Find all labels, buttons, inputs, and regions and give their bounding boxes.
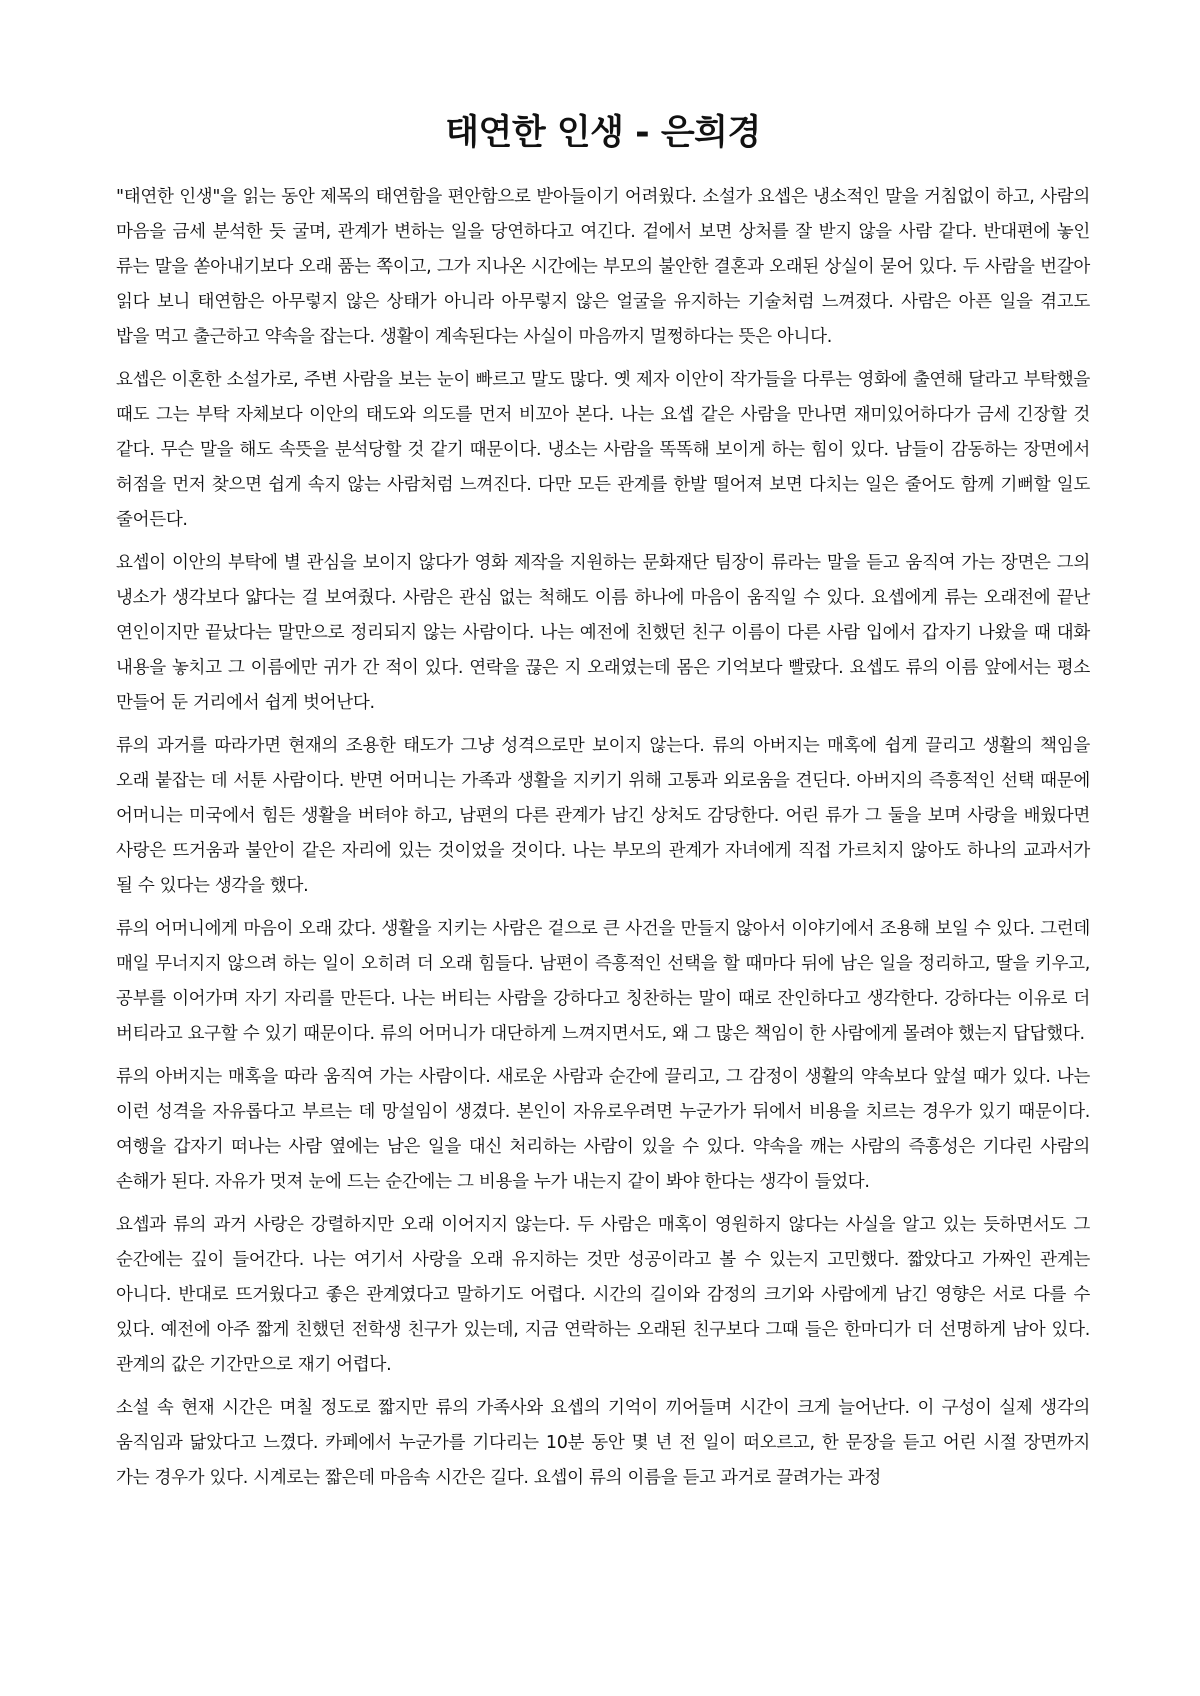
- paragraph: 류의 어머니에게 마음이 오래 갔다. 생활을 지키는 사람은 겉으로 큰 사건을 만들지 않아서 이야기에서 조용해 보일 수 있다. 그런데 매일 무너지지 않으려 하는 일이 오히려 더 오래 힘들다. 남편이 즉흥적인 선택을 할 때마다 뒤에 남은 일을 정리하고, 딸을 키우고, 공부를 이어가며 자기 자리를 만든다. 나는 버티는 사람을 강하다고 칭찬하는 말이 때로 잔인하다고 생각한다. 강하다는 이유로 더 버티라고 요구할 수 있기 때문이다. 류의 어머니가 대단하게 느껴지면서도, 왜 그 많은 책임이 한 사람에게 몰려야 했는지 답답했다.: [116, 919, 1090, 1044]
- paragraph: 요셉이 이안의 부탁에 별 관심을 보이지 않다가 영화 제작을 지원하는 문화재단 팀장이 류라는 말을 듣고 움직여 가는 장면은 그의 냉소가 생각보다 얇다는 걸 보여줬다. 사람은 관심 없는 척해도 이름 하나에 마음이 움직일 수 있다. 요셉에게 류는 오래전에 끝난 연인이지만 끝났다는 말만으로 정리되지 않는 사람이다. 나는 예전에 친했던 친구 이름이 다른 사람 입에서 갑자기 나왔을 때 대화 내용을 놓치고 그 이름에만 귀가 간 적이 있다. 연락을 끊은 지 오래였는데 몸은 기억보다 빨랐다. 요셉도 류의 이름 앞에서는 평소 만들어 둔 거리에서 쉽게 벗어난다.: [116, 553, 1090, 713]
- paragraph: 요셉은 이혼한 소설가로, 주변 사람을 보는 눈이 빠르고 말도 많다. 옛 제자 이안이 작가들을 다루는 영화에 출연해 달라고 부탁했을 때도 그는 부탁 자체보다 이안의 태도와 의도를 먼저 비꼬아 본다. 나는 요셉 같은 사람을 만나면 재미있어하다가 금세 긴장할 것 같다. 무슨 말을 해도 속뜻을 분석당할 것 같기 때문이다. 냉소는 사람을 똑똑해 보이게 하는 힘이 있다. 남들이 감동하는 장면에서 허점을 먼저 찾으면 쉽게 속지 않는 사람처럼 느껴진다. 다만 모든 관계를 한발 떨어져 보면 다치는 일은 줄어도 함께 기뻐할 일도 줄어든다.: [116, 370, 1090, 530]
- paragraph: 류의 아버지는 매혹을 따라 움직여 가는 사람이다. 새로운 사람과 순간에 끌리고, 그 감정이 생활의 약속보다 앞설 때가 있다. 나는 이런 성격을 자유롭다고 부르는 데 망설임이 생겼다. 본인이 자유로우려면 누군가가 뒤에서 비용을 치르는 경우가 있기 때문이다. 여행을 갑자기 떠나는 사람 옆에는 남은 일을 대신 처리하는 사람이 있을 수 있다. 약속을 깨는 사람의 즉흥성은 기다린 사람의 손해가 된다. 자유가 멋져 눈에 드는 순간에는 그 비용을 누가 내는지 같이 봐야 한다는 생각이 들었다.: [116, 1067, 1090, 1192]
- paragraph: 요셉과 류의 과거 사랑은 강렬하지만 오래 이어지지 않는다. 두 사람은 매혹이 영원하지 않다는 사실을 알고 있는 듯하면서도 그 순간에는 깊이 들어간다. 나는 여기서 사랑을 오래 유지하는 것만 성공이라고 볼 수 있는지 고민했다. 짧았다고 가짜인 관계는 아니다. 반대로 뜨거웠다고 좋은 관계였다고 말하기도 어렵다. 시간의 길이와 감정의 크기와 사람에게 남긴 영향은 서로 다를 수 있다. 예전에 아주 짧게 친했던 전학생 친구가 있는데, 지금 연락하는 오래된 친구보다 그때 들은 한마디가 더 선명하게 남아 있다. 관계의 값은 기간만으로 재기 어렵다.: [116, 1215, 1090, 1375]
- paragraph: 소설 속 현재 시간은 며칠 정도로 짧지만 류의 가족사와 요셉의 기억이 끼어들며 시간이 크게 늘어난다. 이 구성이 실제 생각의 움직임과 닮았다고 느꼈다. 카페에서 누군가를 기다리는 10분 동안 몇 년 전 일이 떠오르고, 한 문장을 듣고 어린 시절 장면까지 가는 경우가 있다. 시계로는 짧은데 마음속 시간은 길다. 요셉이 류의 이름을 듣고 과거로 끌려가는 과정: [116, 1398, 1090, 1488]
- paragraph: "태연한 인생"을 읽는 동안 제목의 태연함을 편안함으로 받아들이기 어려웠다. 소설가 요셉은 냉소적인 말을 거침없이 하고, 사람의 마음을 금세 분석한 듯 굴며, 관계가 변하는 일을 당연하다고 여긴다. 겉에서 보면 상처를 잘 받지 않을 사람 같다. 반대편에 놓인 류는 말을 쏟아내기보다 오래 품는 쪽이고, 그가 지나온 시간에는 부모의 불안한 결혼과 오래된 상실이 묻어 있다. 두 사람을 번갈아 읽다 보니 태연함은 아무렇지 않은 상태가 아니라 아무렇지 않은 얼굴을 유지하는 기술처럼 느껴졌다. 사람은 아픈 일을 겪고도 밥을 먹고 출근하고 약속을 잡는다. 생활이 계속된다는 사실이 마음까지 멀쩡하다는 뜻은 아니다.: [116, 187, 1090, 347]
- document-title: 태연한 인생 - 은희경: [445, 113, 761, 153]
- paragraph: 류의 과거를 따라가면 현재의 조용한 태도가 그냥 성격으로만 보이지 않는다. 류의 아버지는 매혹에 쉽게 끌리고 생활의 책임을 오래 붙잡는 데 서툰 사람이다. 반면 어머니는 가족과 생활을 지키기 위해 고통과 외로움을 견딘다. 아버지의 즉흥적인 선택 때문에 어머니는 미국에서 힘든 생활을 버텨야 하고, 남편의 다른 관계가 남긴 상처도 감당한다. 어린 류가 그 둘을 보며 사랑을 배웠다면 사랑은 뜨거움과 불안이 같은 자리에 있는 것이었을 것이다. 나는 부모의 관계가 자녀에게 직접 가르치지 않아도 하나의 교과서가 될 수 있다는 생각을 했다.: [116, 736, 1090, 896]
